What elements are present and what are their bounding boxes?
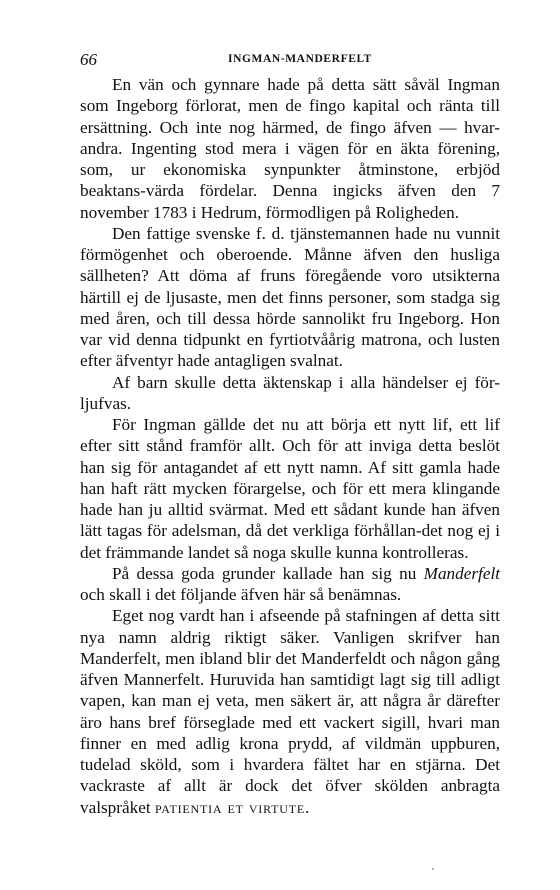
paragraph-1: En vän och gynnare hade på detta sätt såväl Ingman som Ingeborg förlorat, men de fingo kapital och ränta till ersättning. Och inte nog härmed, de fingo äfven — hvar-andra. Ingenting stod mera i vägen för en äkta förening, som, ur ekonomiska synpunkter åtminstone, erbjöd beaktans-värda fördelar. Denna ingicks äfven den 7 november 1783 i Hedrum, förmodligen på Roligheden. xyxy=(80,75,500,222)
paragraph-2: Den fattige svenske f. d. tjänstemannen hade nu vunnit förmögenhet och oberoende. Månne äfven den husliga sällheten? Att döma af fruns föregående voro utsikterna härtill ej de ljusaste, men det finns personer, som stadga sig med åren, och till dessa hörde sannolikt fru Ingeborg. Hon var vid denna tidpunkt en fyrtiotvåårig matrona, och lusten efter äfventyr hade antagligen svalnat. xyxy=(80,223,500,371)
paragraph-6-text-end: . xyxy=(305,797,310,817)
surname-italic: Manderfelt xyxy=(423,563,500,583)
page-header xyxy=(80,50,500,72)
motto-smallcaps: patientia et virtute xyxy=(154,797,306,817)
running-head: INGMAN-MANDERFELT xyxy=(228,53,372,65)
paragraph-5-text: På dessa goda grunder kallade han sig nu xyxy=(112,563,424,583)
paragraph-5 xyxy=(80,563,500,606)
paragraph-5-text-end: och skall i det följande äfven här så benämnas. xyxy=(80,585,402,604)
paragraph-6 xyxy=(80,605,500,818)
page-number: 66 xyxy=(80,50,97,69)
body-text xyxy=(80,74,500,818)
paragraph-6-text: Eget nog vardt han i afseende på stafningen af detta sitt nya namn aldrig riktigt säker. Vanligen skrifver han Manderfelt, men ibland blir det Manderfeldt och någon gång äfven Mannerfelt. Huruvida han samtidigt lagt sig till adligt vapen, kan man ej veta, men säkert är, att några år därefter äro hans bref förseglade med ett vackert sigill, hvari man finner en med adlig krona prydd, af vildmän uppburen, tudelad sköld, som i hvardera fältet har en stjärna. Det vackraste af allt är dock det öfver skölden anbragta valspråket xyxy=(80,606,500,817)
paragraph-4: För Ingman gällde det nu att börja ett nytt lif, ett lif efter sitt stånd framför allt. Och för att inviga detta beslöt han sig för antagandet af ett nytt namn. Af sitt gamla hade han haft rätt mycken förargelse, och för ett mera klingande hade han ju alltid svärmat. Med ett sådant kunde han äfven lätt tagas för adelsman, då det verkliga förhållan-det nog ej i det främmande landet så noga skulle kunna kontrolleras. xyxy=(80,415,500,562)
paragraph-3: Af barn skulle detta äktenskap i alla händelser ej för-ljufvas. xyxy=(80,372,500,413)
scan-speck xyxy=(432,868,434,870)
